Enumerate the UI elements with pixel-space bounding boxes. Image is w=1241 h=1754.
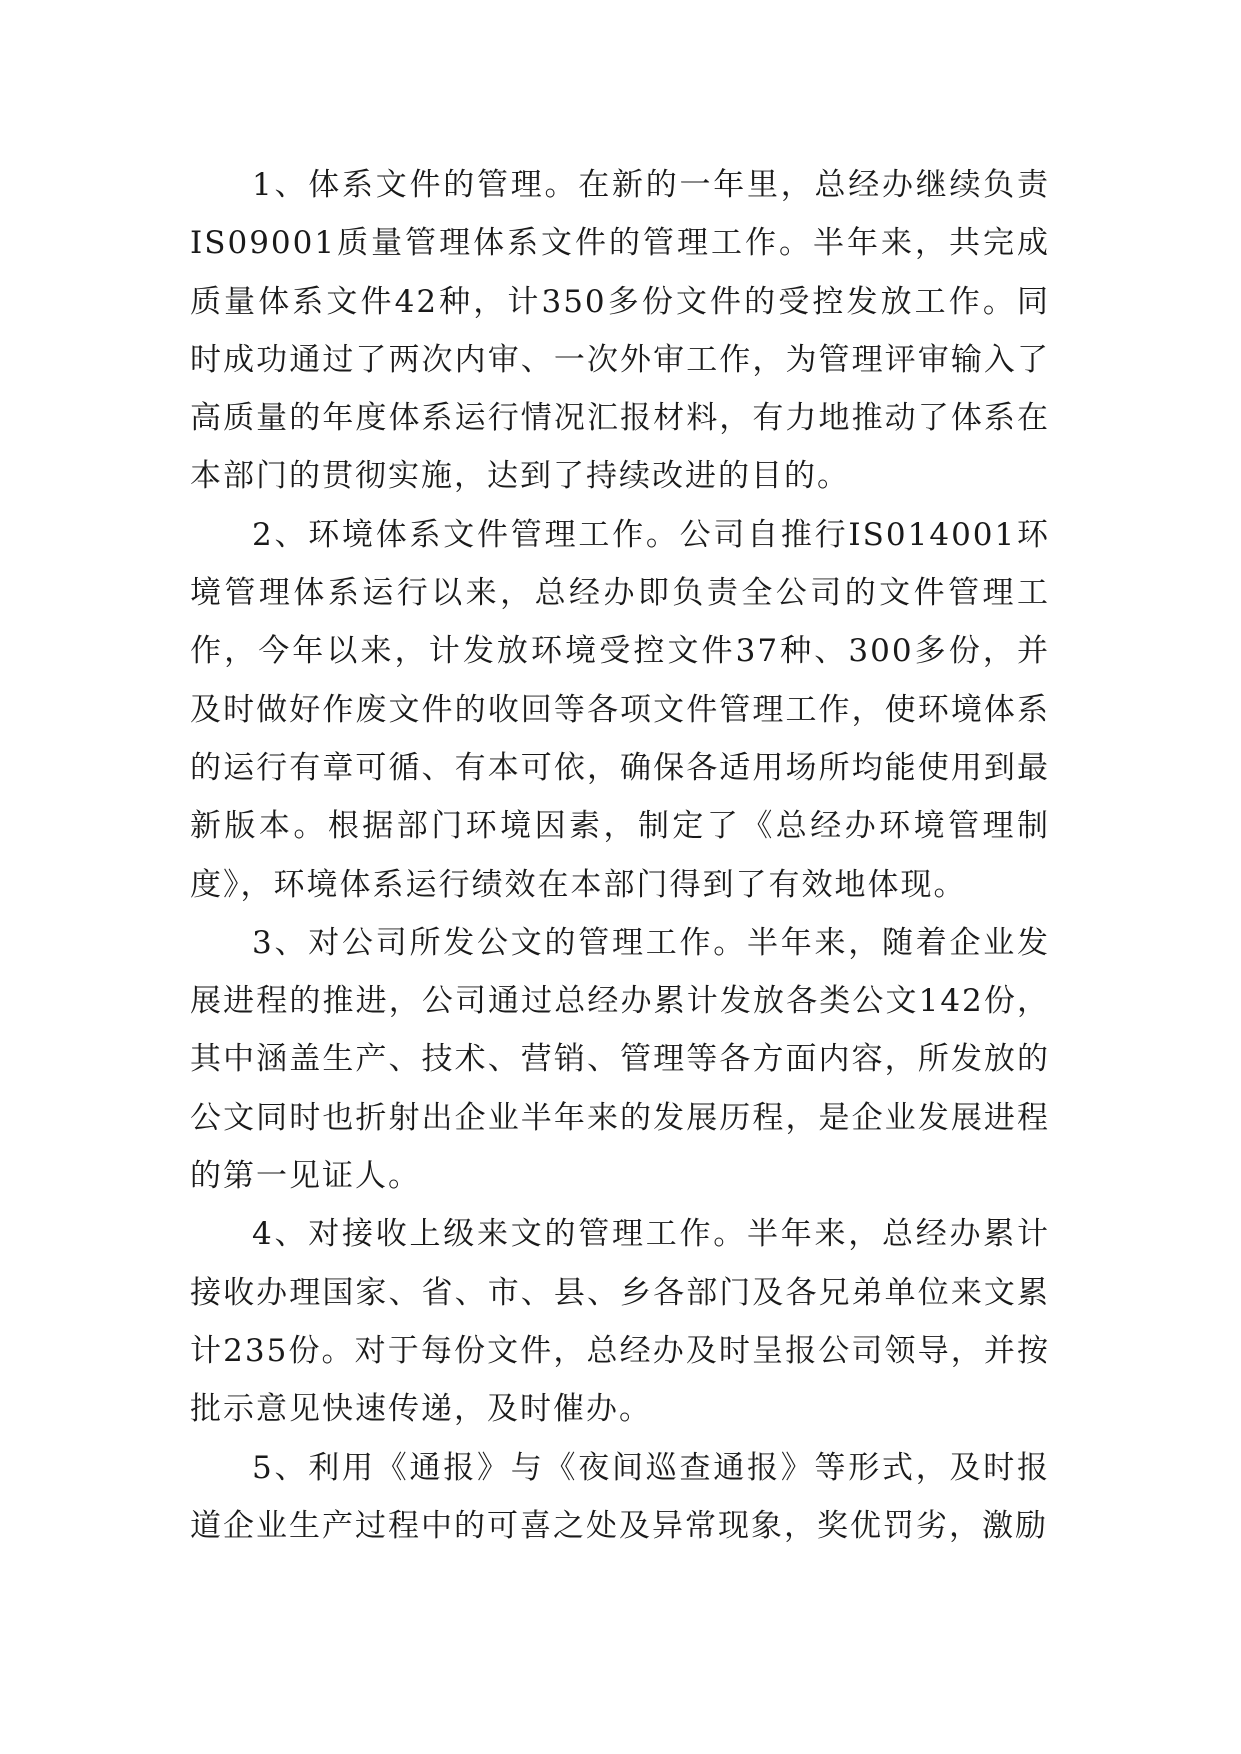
paragraph-company-official-documents: 3、对公司所发公文的管理工作。半年来，随着企业发展进程的推进，公司通过总经办累计发放各类公文142份，其中涵盖生产、技术、营销、管理等各方面内容，所发放的公文同时也折射出企业半年来的发展历程，是企业发展进程的第一见证人。: [190, 924, 1050, 1195]
paragraph-bulletins: 5、利用《通报》与《夜间巡查通报》等形式，及时报道企业生产过程中的可喜之处及异常现象，奖优罚劣，激励: [190, 1449, 1050, 1544]
document-body: [190, 156, 1050, 1555]
paragraph-system-documents: 1、体系文件的管理。在新的一年里，总经办继续负责IS09001质量管理体系文件的管理工作。半年来，共完成质量体系文件42种，计350多份文件的受控发放工作。同时成功通过了两次内审、一次外审工作，为管理评审输入了高质量的年度体系运行情况汇报材料，有力地推动了体系在本部门的贯彻实施，达到了持续改进的目的。: [190, 167, 1050, 495]
paragraph-environment-documents: 2、环境体系文件管理工作。公司自推行IS014001环境管理体系运行以来，总经办即负责全公司的文件管理工作，今年以来，计发放环境受控文件37种、300多份，并及时做好作废文件的收回等各项文件管理工作，使环境体系的运行有章可循、有本可依，确保各适用场所均能使用到最新版本。根据部门环境因素，制定了《总经办环境管理制度》，环境体系运行绩效在本部门得到了有效地体现。: [190, 516, 1050, 903]
paragraph-incoming-documents: 4、对接收上级来文的管理工作。半年来，总经办累计接收办理国家、省、市、县、乡各部门及各兄弟单位来文累计235份。对于每份文件，总经办及时呈报公司领导，并按批示意见快速传递，及时催办。: [190, 1216, 1050, 1428]
